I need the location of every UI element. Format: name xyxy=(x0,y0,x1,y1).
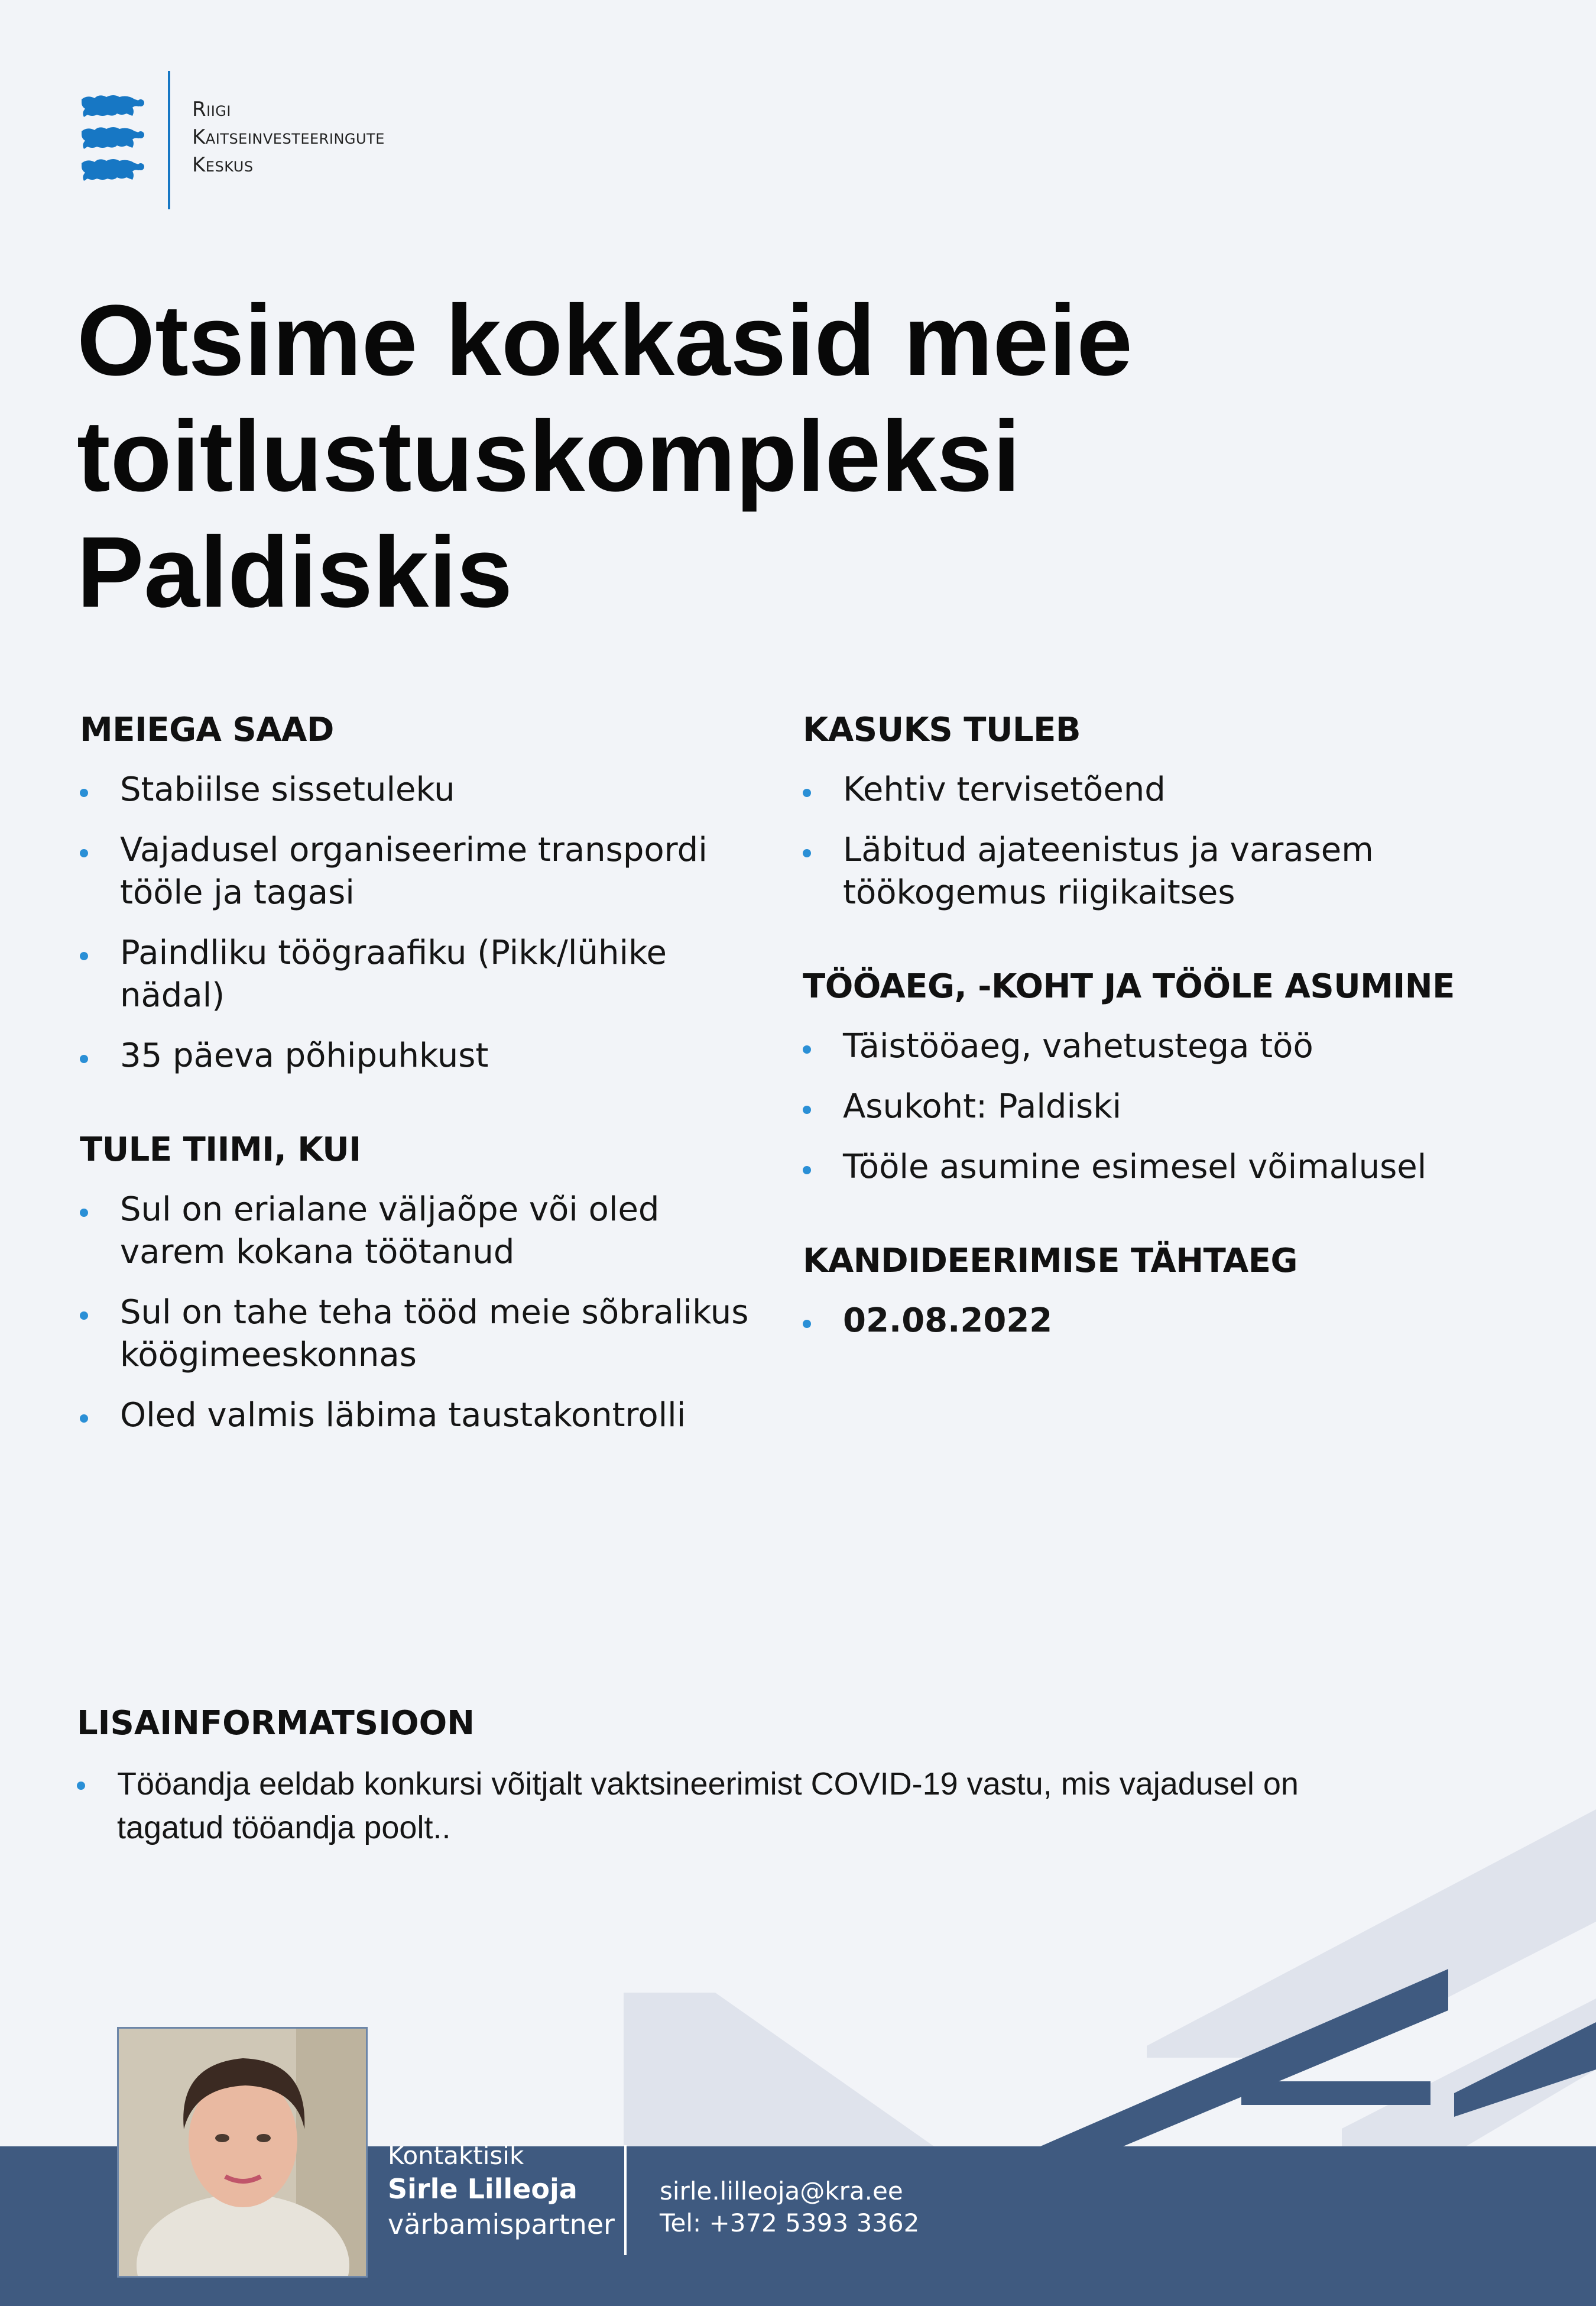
list-item: Sul on erialane väljaõpe või oled varem kokana töötanud xyxy=(80,1188,760,1274)
list-item: Täistööaeg, vahetustega töö xyxy=(803,1025,1512,1068)
extra-info-heading: LISAINFORMATSIOON xyxy=(77,1704,475,1743)
contact-label: Kontaktisik xyxy=(388,2141,524,2170)
bullet-icon xyxy=(80,1209,88,1217)
logo-line-3: Keskus xyxy=(192,153,254,177)
logo-wordmark xyxy=(192,96,385,179)
section-kasuks-tuleb xyxy=(803,710,1512,914)
list-item: Paindliku töögraafiku (Pikk/lühike nädal) xyxy=(80,932,760,1017)
bullet-icon xyxy=(803,1045,811,1054)
title-line-2: toitlustuskompleksi xyxy=(77,400,1021,513)
bullet-icon xyxy=(80,952,88,960)
deadline-date: 02.08.2022 xyxy=(803,1300,1512,1342)
extra-info-list xyxy=(77,1762,1377,1850)
list-item: Tööle asumine esimesel võimalusel xyxy=(803,1146,1512,1188)
section-heading: KANDIDEERIMISE TÄHTAEG xyxy=(803,1242,1297,1280)
bullet-icon xyxy=(80,789,88,797)
list-item: Oled valmis läbima taustakontrolli xyxy=(80,1394,760,1437)
section-heading: TÖÖAEG, -KOHT JA TÖÖLE ASUMINE xyxy=(803,967,1455,1006)
page-title xyxy=(77,283,1377,630)
list-item: Tööandja eeldab konkursi võitjalt vaktsineerimist COVID-19 vastu, mis vajadusel on tagatud tööandja poolt.. xyxy=(77,1762,1377,1850)
contact-name: Sirle Lilleoja xyxy=(388,2173,578,2205)
section-tule-tiimi xyxy=(80,1129,760,1437)
title-line-1: Otsime kokkasid meie xyxy=(77,284,1133,397)
list-item: Sul on tahe teha tööd meie sõbralikus köögimeeskonnas xyxy=(80,1291,760,1377)
bullet-icon xyxy=(80,1414,88,1423)
list-item: Stabiilse sissetuleku xyxy=(80,769,760,811)
contact-email-link[interactable]: sirle.lilleoja@kra.ee xyxy=(660,2177,903,2205)
bullet-icon xyxy=(803,849,811,857)
bullet-icon xyxy=(803,789,811,797)
section-heading: MEIEGA SAAD xyxy=(80,711,334,749)
footer-divider xyxy=(624,2145,627,2255)
contact-role: värbamispartner xyxy=(388,2208,615,2240)
contact-phone: Tel: +372 5393 3362 xyxy=(660,2208,920,2237)
bullet-icon xyxy=(803,1166,811,1174)
coat-of-arms-icon xyxy=(77,93,151,188)
section-kandideerimise-tahtaeg xyxy=(803,1241,1512,1342)
logo-line-2: Kaitseinvesteeringute xyxy=(192,125,385,149)
contact-photo xyxy=(117,2027,368,2278)
list-item: Läbitud ajateenistus ja varasem töökogemus riigikaitses xyxy=(803,829,1512,914)
list-item: Vajadusel organiseerime transpordi tööle ja tagasi xyxy=(80,829,760,914)
bullet-icon xyxy=(80,1055,88,1063)
section-tooaeg xyxy=(803,966,1512,1188)
list-item: 35 päeva põhipuhkust xyxy=(80,1035,760,1077)
section-heading: TULE TIIMI, KUI xyxy=(80,1131,361,1169)
list-item: Asukoht: Paldiski xyxy=(803,1086,1512,1128)
section-heading: KASUKS TULEB xyxy=(803,711,1081,749)
bullet-icon xyxy=(77,1782,85,1790)
logo-line-1: Riigi xyxy=(192,98,231,121)
bullet-icon xyxy=(80,849,88,857)
logo-divider xyxy=(168,71,170,209)
list-item: Kehtiv tervisetõend xyxy=(803,769,1512,811)
bullet-icon xyxy=(803,1106,811,1114)
title-line-3: Paldiskis xyxy=(77,516,513,629)
bullet-icon xyxy=(803,1320,811,1328)
bullet-icon xyxy=(80,1311,88,1320)
left-column xyxy=(80,710,760,1489)
right-column xyxy=(803,710,1512,1394)
section-meiega-saad xyxy=(80,710,760,1077)
